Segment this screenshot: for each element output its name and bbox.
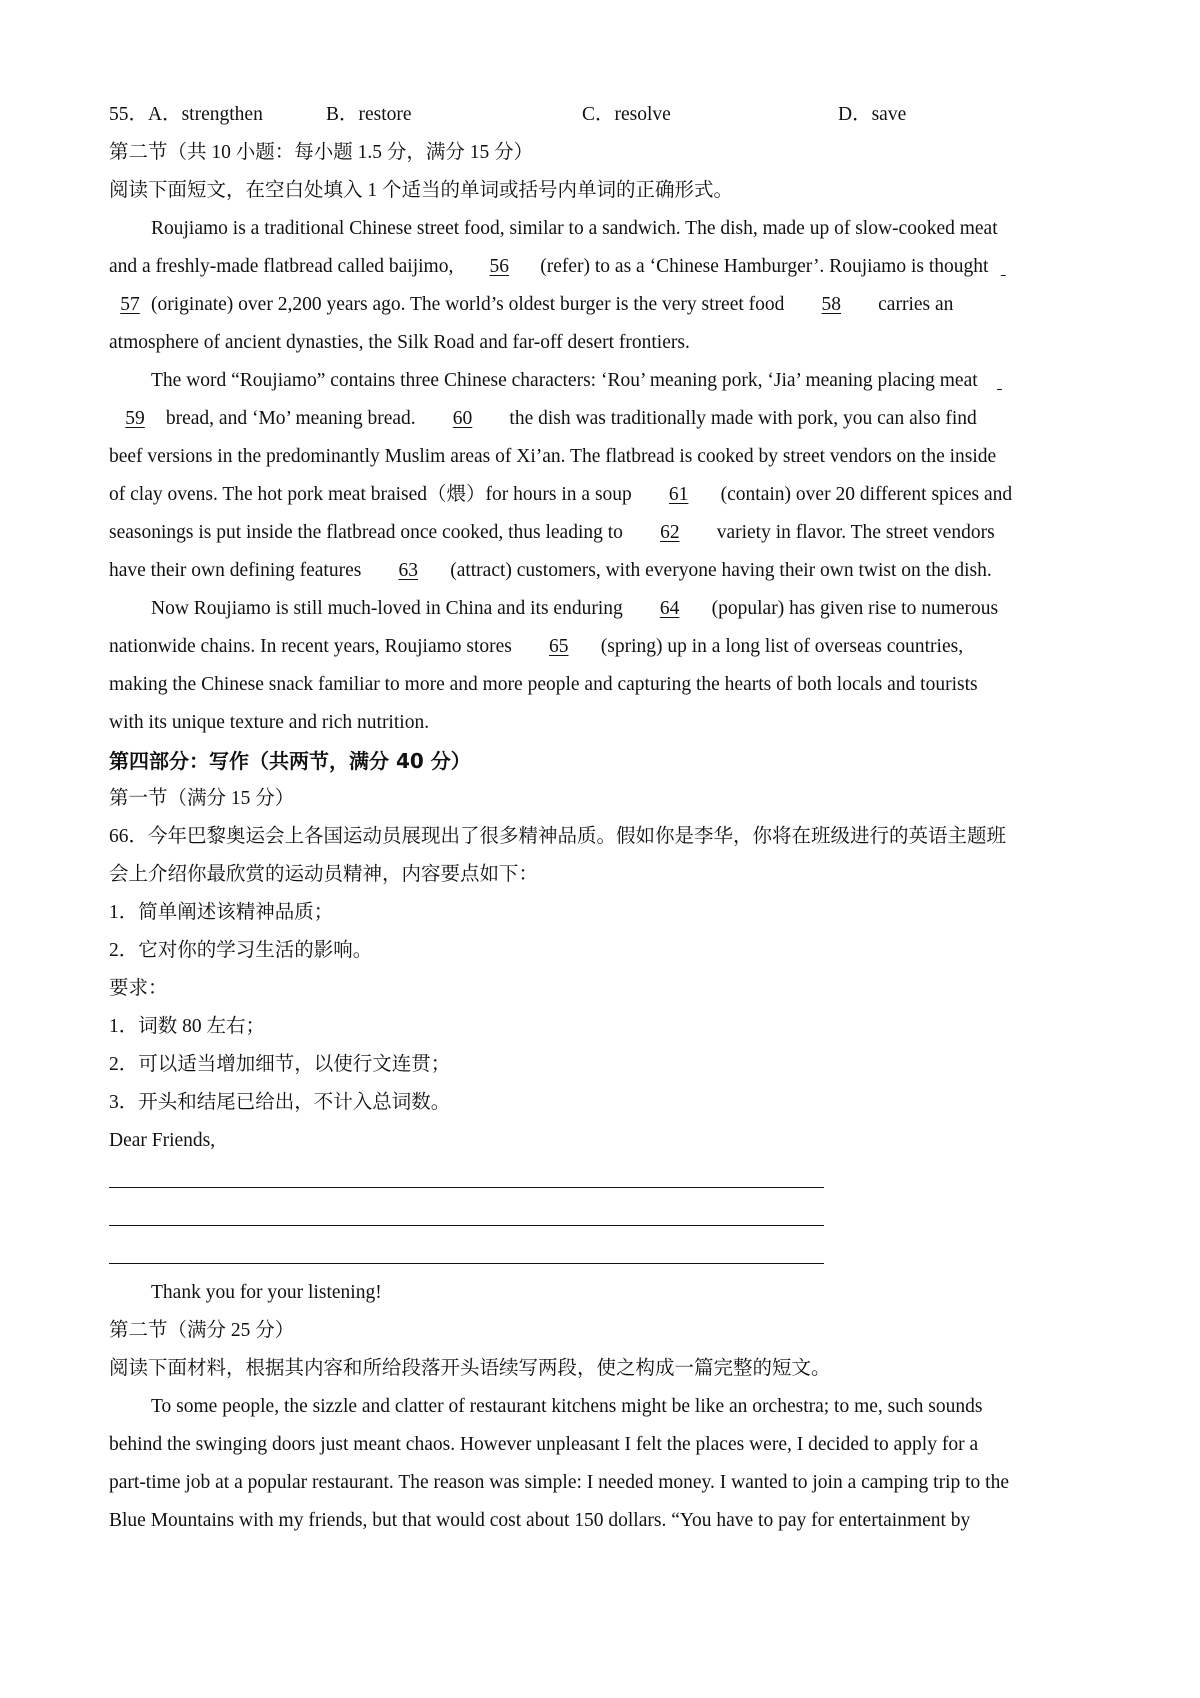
question-66-line: 66．今年巴黎奥运会上各国运动员展现出了很多精神品质。假如你是李华，你将在班级进行的英语主题班 — [109, 826, 1007, 847]
section2-instruction: 阅读下面短文，在空白处填入 1 个适当的单词或括号内单词的正确形式。 — [109, 180, 734, 201]
content-point: 2．它对你的学习生活的影响。 — [109, 940, 373, 961]
story-line: To some people, the sizzle and clatter of restaurant kitchens might be like an orchestra; to me, such sounds — [151, 1396, 983, 1417]
passage-line: with its unique texture and rich nutrition. — [109, 712, 430, 733]
writing-line[interactable] — [109, 1198, 1099, 1236]
requirements-label: 要求： — [109, 978, 168, 999]
option-c: C．resolve — [582, 104, 671, 125]
writing-line[interactable] — [109, 1160, 1099, 1198]
blank-61[interactable]: 61 — [668, 484, 689, 505]
story-line: part-time job at a popular restaurant. The reason was simple: I needed money. I wanted to join a camping trip to the — [109, 1472, 1009, 1493]
section2-title: 第二节（共 10 小题：每小题 1.5 分，满分 15 分） — [109, 142, 534, 163]
letter-closing: Thank you for your listening! — [151, 1282, 382, 1303]
story-line: Blue Mountains with my friends, but that would cost about 150 dollars. “You have to pay for entertainment by — [109, 1510, 971, 1531]
option-b: B．restore — [326, 104, 412, 125]
passage-line: Now Roujiamo is still much-loved in China and its enduring 64 (popular) has given rise to numerous — [109, 590, 1099, 628]
blank-65[interactable]: 65 — [549, 636, 569, 657]
passage-line: nationwide chains. In recent years, Roujiamo stores 65 (spring) up in a long list of overseas countries, — [109, 628, 1099, 666]
blank-59-start[interactable] — [983, 362, 1017, 400]
blank-57-start[interactable] — [993, 248, 1013, 286]
passage-line: of clay ovens. The hot pork meat braised（煨）for hours in a soup 61 (contain) over 20 different spices and — [109, 476, 1099, 514]
writing-line[interactable] — [109, 1236, 1099, 1274]
question-number: 55． — [109, 104, 149, 125]
section2-writing-title: 第二节（满分 25 分） — [109, 1320, 295, 1341]
requirement: 3．开头和结尾已给出，不计入总词数。 — [109, 1092, 451, 1113]
page-content — [109, 96, 1099, 1540]
part4-title: 第四部分：写作（共两节，满分 40 分） — [109, 749, 471, 773]
section2-writing-instruction: 阅读下面材料，根据其内容和所给段落开头语续写两段，使之构成一篇完整的短文。 — [109, 1358, 831, 1379]
section1-title: 第一节（满分 15 分） — [109, 788, 295, 809]
blank-62[interactable]: 62 — [660, 522, 680, 543]
requirement: 2．可以适当增加细节，以使行文连贯； — [109, 1054, 451, 1075]
passage-line: 57 (originate) over 2,200 years ago. The world’s oldest burger is the very street food 58 carries an — [109, 286, 1099, 324]
option-d: D．save — [838, 104, 907, 125]
question-66-line: 会上介绍你最欣赏的运动员精神，内容要点如下： — [109, 864, 539, 885]
passage-line: atmosphere of ancient dynasties, the Silk Road and far-off desert frontiers. — [109, 332, 690, 353]
blank-57[interactable]: 57 — [120, 294, 140, 315]
blank-63[interactable]: 63 — [398, 560, 418, 581]
passage-line: making the Chinese snack familiar to more and more people and capturing the hearts of both locals and tourists — [109, 674, 978, 695]
question-55 — [109, 96, 1099, 134]
passage-line: beef versions in the predominantly Muslim areas of Xi’an. The flatbread is cooked by street vendors on the inside — [109, 446, 997, 467]
passage-line: Roujiamo is a traditional Chinese street food, similar to a sandwich. The dish, made up of slow-cooked meat — [151, 218, 998, 239]
passage-line: and a freshly-made flatbread called baijimo, 56 (refer) to as a ‘Chinese Hamburger’. Roujiamo is thought — [109, 248, 1099, 286]
blank-58[interactable]: 58 — [821, 294, 842, 315]
passage-line: 59 bread, and ‘Mo’ meaning bread. 60 the dish was traditionally made with pork, you can also find — [109, 400, 1099, 438]
blank-59[interactable]: 59 — [125, 408, 145, 429]
content-point: 1．简单阐述该精神品质； — [109, 902, 334, 923]
requirement: 1．词数 80 左右； — [109, 1016, 266, 1037]
passage-line: The word “Roujiamo” contains three Chinese characters: ‘Rou’ meaning pork, ‘Jia’ meaning placing meat — [109, 362, 1099, 400]
story-line: behind the swinging doors just meant chaos. However unpleasant I felt the places were, I decided to apply for a — [109, 1434, 979, 1455]
blank-60[interactable]: 60 — [452, 408, 473, 429]
letter-greeting: Dear Friends, — [109, 1130, 216, 1151]
passage-line: seasonings is put inside the flatbread once cooked, thus leading to 62 variety in flavor. The street vendors — [109, 514, 1099, 552]
option-a: A．strengthen — [148, 104, 263, 125]
blank-64[interactable]: 64 — [659, 598, 680, 619]
passage-line: have their own defining features 63 (attract) customers, with everyone having their own twist on the dish. — [109, 552, 1099, 590]
blank-56[interactable]: 56 — [489, 256, 509, 277]
